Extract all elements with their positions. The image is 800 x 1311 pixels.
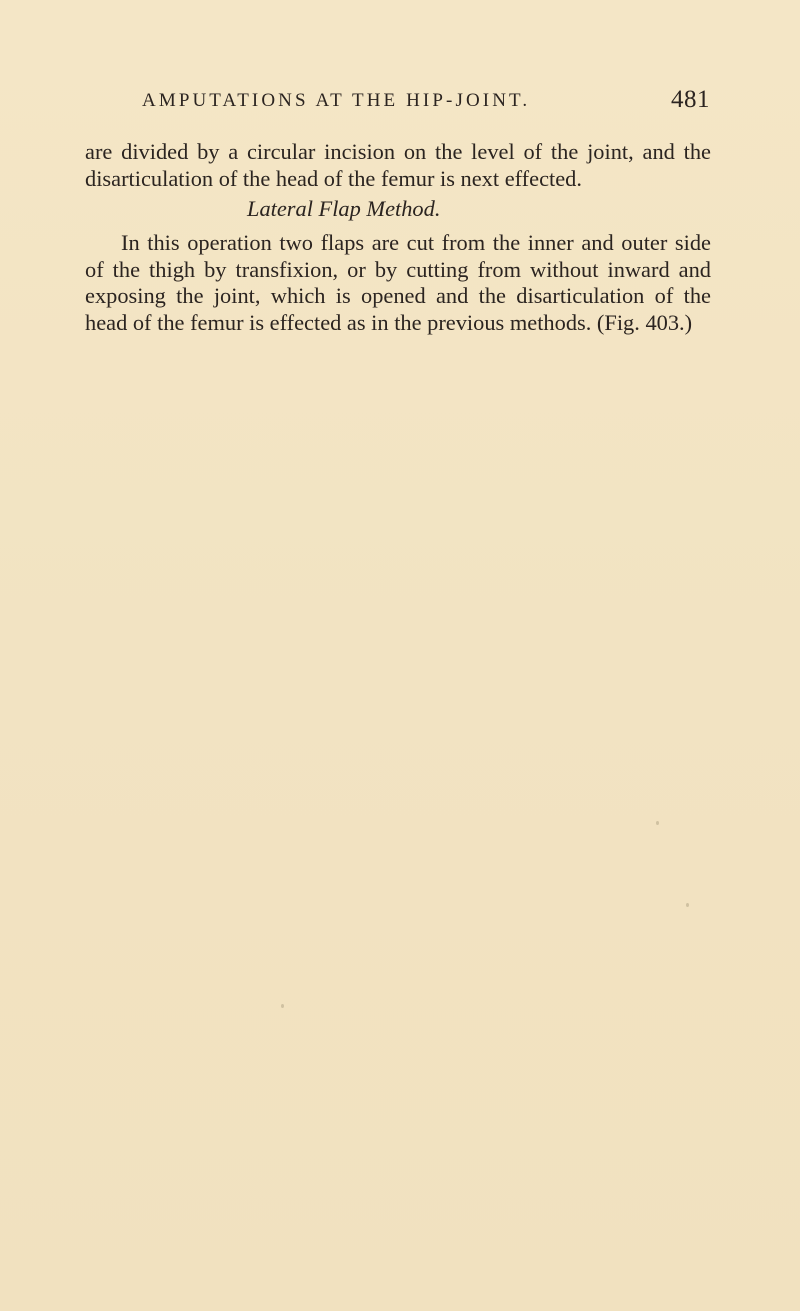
paragraph: In this operation two flaps are cut from the inner and outer side of the thigh by transfixion, or by cutting from without inward and exposing the joint, which is opened and the disarticulation of the head of the femur is effected as in the previous methods. (Fig. 403.) [85, 230, 711, 335]
paper-speck [686, 903, 689, 907]
running-head-title: AMPUTATIONS AT THE HIP-JOINT. [142, 90, 531, 111]
page-number: 481 [671, 86, 710, 113]
paragraph-continued: are divided by a circular incision on the level of the joint, and the disarticulation of the head of the femur is next effected. [85, 139, 711, 191]
body-text [85, 139, 711, 336]
paper-speck [656, 821, 659, 825]
paper-speck [281, 1004, 284, 1008]
section-heading: Lateral Flap Method. [247, 196, 441, 221]
running-head [142, 86, 710, 120]
